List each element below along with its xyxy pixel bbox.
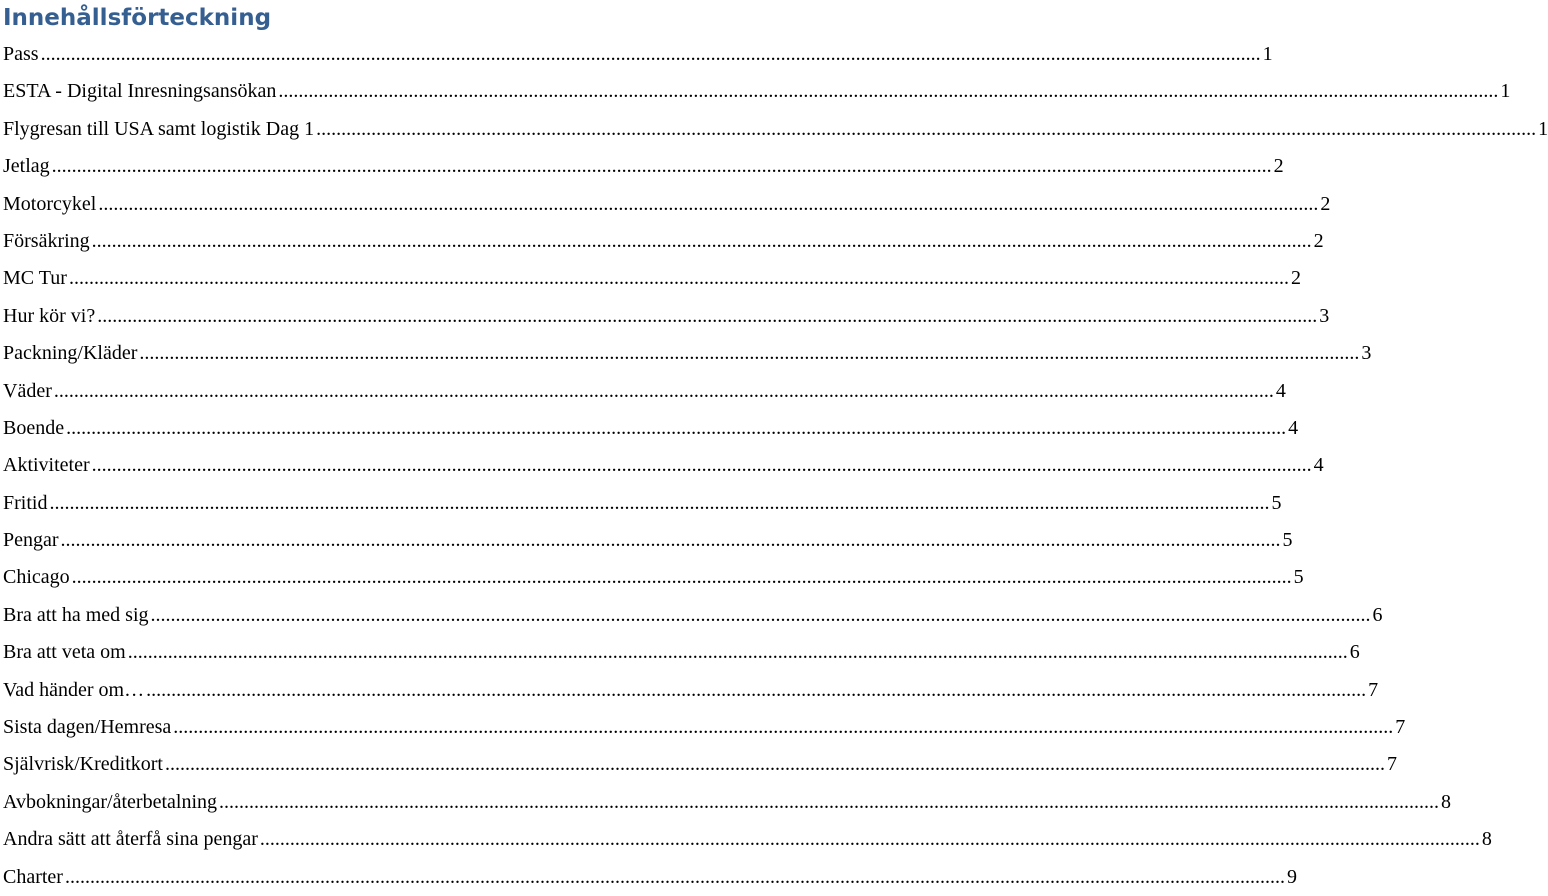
toc-entry[interactable] [3, 597, 1383, 634]
toc-entry[interactable] [3, 73, 1511, 110]
toc-dot-leader [92, 223, 1312, 260]
toc-entry-page-number[interactable]: 7 [1368, 678, 1379, 701]
toc-entry-title[interactable]: Packning/Kläder [3, 342, 138, 365]
toc-entry[interactable] [3, 709, 1406, 746]
toc-entry-page-number[interactable]: 1 [1262, 43, 1273, 65]
toc-entry[interactable] [3, 672, 1379, 709]
toc-entry-title[interactable]: Pengar [3, 529, 59, 552]
toc-entry-page-number[interactable]: 2 [1273, 155, 1284, 178]
toc-entry[interactable] [3, 36, 1273, 73]
table-of-contents [3, 0, 1548, 896]
toc-heading: Innehållsförteckning [3, 5, 272, 31]
toc-entry-title[interactable]: Bra att veta om [3, 641, 126, 664]
toc-dot-leader [69, 260, 1289, 297]
toc-entry-page-number[interactable]: 3 [1361, 342, 1372, 365]
toc-dot-leader [49, 485, 1269, 522]
toc-entry-title[interactable]: Motorcykel [3, 192, 97, 215]
toc-entry-page-number[interactable]: 2 [1290, 267, 1301, 290]
toc-entry-page-number[interactable]: 5 [1293, 566, 1304, 589]
toc-entry-title[interactable]: ESTA - Digital Inresningsansökan [3, 80, 277, 103]
toc-entry[interactable] [3, 522, 1293, 559]
toc-dot-leader [54, 373, 1274, 410]
toc-dot-leader [98, 186, 1318, 223]
toc-entry-page-number[interactable]: 5 [1282, 529, 1293, 552]
toc-dot-leader [72, 559, 1292, 596]
toc-entry-title[interactable]: Flygresan till USA samt logistik Dag 1 [3, 117, 315, 140]
toc-entry-title[interactable]: Jetlag [3, 155, 50, 178]
toc-entry-title[interactable]: Andra sätt att återfå sina pengar [3, 828, 258, 851]
toc-entry[interactable] [3, 859, 1297, 896]
toc-entry-page-number[interactable]: 6 [1349, 641, 1360, 664]
toc-entry-page-number[interactable]: 3 [1319, 304, 1330, 327]
toc-entry[interactable] [3, 784, 1452, 821]
toc-entry-title[interactable]: Självrisk/Kreditkort [3, 753, 163, 776]
toc-entry-title[interactable]: Väder [3, 379, 52, 402]
toc-entry-title[interactable]: Boende [3, 416, 65, 439]
toc-entry-page-number[interactable]: 4 [1313, 454, 1324, 477]
toc-entry-page-number[interactable]: 8 [1441, 790, 1452, 813]
toc-entry-page-number[interactable]: 1 [1538, 117, 1548, 140]
toc-entry-page-number[interactable]: 6 [1372, 603, 1383, 626]
toc-entry-page-number[interactable]: 8 [1481, 828, 1492, 851]
toc-entry[interactable] [3, 260, 1301, 297]
toc-dot-leader [65, 859, 1285, 896]
toc-entry-title[interactable]: Bra att ha med sig [3, 603, 149, 626]
toc-entry-title[interactable]: Vad händer om… [3, 678, 145, 701]
toc-entry-title[interactable]: Chicago [3, 566, 70, 589]
toc-entry-page-number[interactable]: 2 [1313, 229, 1324, 252]
toc-dot-leader [128, 634, 1348, 671]
toc-entry-title[interactable]: Avbokningar/återbetalning [3, 790, 218, 813]
toc-entry-title[interactable]: Hur kör vi? [3, 304, 96, 327]
toc-entry[interactable] [3, 335, 1372, 372]
toc-dot-leader [61, 522, 1281, 559]
toc-entry[interactable] [3, 373, 1286, 410]
toc-entry-page-number[interactable]: 1 [1500, 80, 1511, 103]
toc-dot-leader [66, 410, 1286, 447]
toc-dot-leader [146, 672, 1366, 709]
toc-entry[interactable] [3, 410, 1299, 447]
toc-dot-leader [219, 784, 1439, 821]
toc-list [3, 36, 1548, 896]
toc-dot-leader [52, 148, 1272, 185]
toc-dot-leader [92, 447, 1312, 484]
toc-dot-leader [173, 709, 1393, 746]
toc-entry[interactable] [3, 447, 1324, 484]
toc-entry[interactable] [3, 634, 1360, 671]
toc-entry-title[interactable]: MC Tur [3, 267, 67, 290]
toc-entry[interactable] [3, 485, 1282, 522]
toc-entry-title[interactable]: Sista dagen/Hemresa [3, 716, 172, 739]
toc-entry-title[interactable]: Fritid [3, 491, 48, 514]
toc-entry-page-number[interactable]: 7 [1395, 716, 1406, 739]
toc-entry[interactable] [3, 223, 1324, 260]
toc-dot-leader [139, 335, 1359, 372]
toc-entry[interactable] [3, 821, 1492, 858]
toc-dot-leader [151, 597, 1371, 634]
toc-entry[interactable] [3, 186, 1331, 223]
toc-entry-page-number[interactable]: 4 [1288, 416, 1299, 439]
toc-dot-leader [97, 298, 1317, 335]
toc-entry-page-number[interactable]: 2 [1320, 192, 1331, 215]
toc-dot-leader [41, 36, 1261, 73]
toc-dot-leader [278, 73, 1498, 110]
toc-entry-title[interactable]: Aktiviteter [3, 454, 90, 477]
toc-dot-leader [260, 821, 1480, 858]
toc-entry[interactable] [3, 148, 1284, 185]
toc-dot-leader [316, 111, 1536, 148]
toc-entry-title[interactable]: Försäkring [3, 229, 90, 252]
toc-entry[interactable] [3, 746, 1397, 783]
toc-entry[interactable] [3, 111, 1548, 148]
toc-entry[interactable] [3, 298, 1330, 335]
toc-entry-page-number[interactable]: 9 [1286, 865, 1297, 888]
toc-dot-leader [165, 746, 1385, 783]
toc-entry-title[interactable]: Charter [3, 865, 63, 888]
toc-entry[interactable] [3, 559, 1304, 596]
toc-entry-page-number[interactable]: 5 [1271, 491, 1282, 514]
toc-entry-title[interactable]: Pass [3, 43, 39, 65]
toc-entry-page-number[interactable]: 4 [1275, 379, 1286, 402]
toc-entry-page-number[interactable]: 7 [1386, 753, 1397, 776]
